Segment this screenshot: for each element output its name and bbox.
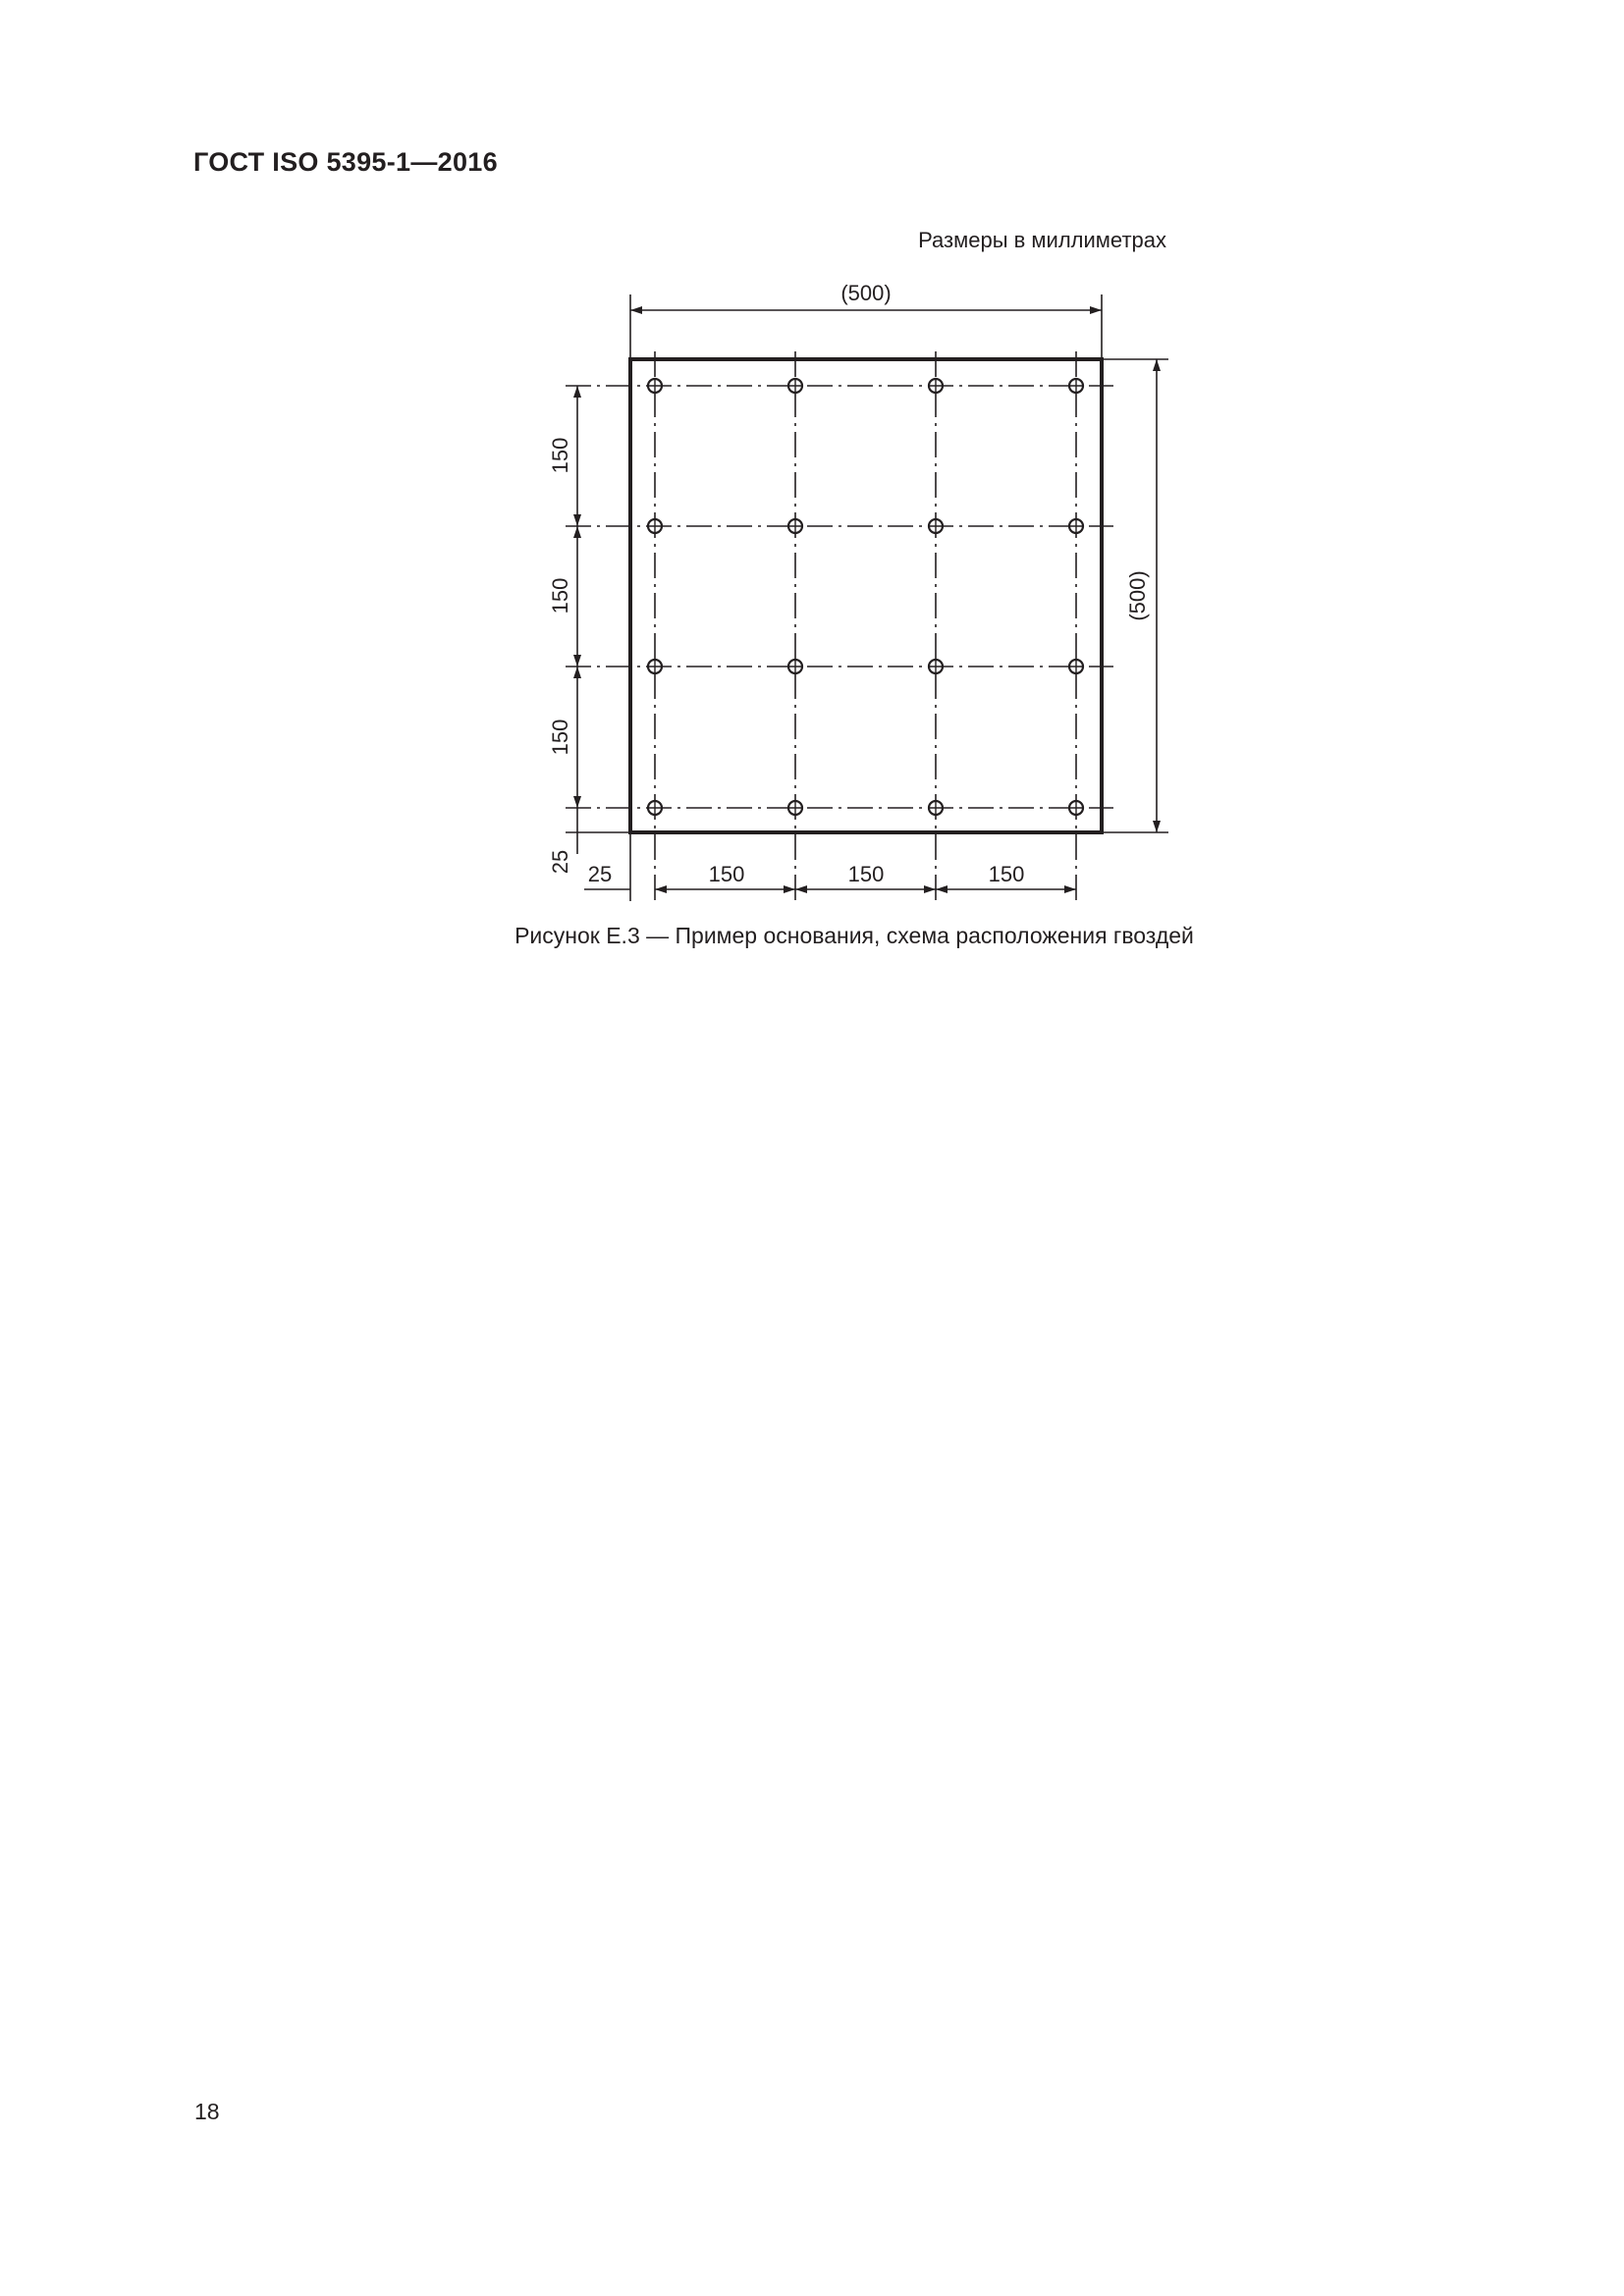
overall-width-label: (500) bbox=[840, 281, 892, 305]
document-header: ГОСТ ISO 5395-1—2016 bbox=[193, 147, 498, 177]
horizontal-center-lines bbox=[566, 386, 1113, 808]
left-edge-offset-label: 25 bbox=[587, 862, 613, 886]
nail-layout-drawing bbox=[0, 0, 1624, 942]
vertical-spacing-label: 150 bbox=[548, 437, 572, 474]
nail-holes bbox=[648, 379, 1083, 815]
horizontal-spacing-label: 150 bbox=[847, 862, 885, 886]
base-plate-outline bbox=[630, 359, 1102, 832]
horizontal-spacing-label: 150 bbox=[708, 862, 745, 886]
vertical-center-lines bbox=[655, 351, 1076, 901]
bottom-edge-offset-label: 25 bbox=[548, 849, 572, 875]
vertical-spacing-label: 150 bbox=[548, 719, 572, 756]
units-note: Размеры в миллиметрах bbox=[918, 228, 1166, 252]
page-number: 18 bbox=[194, 2099, 220, 2124]
figure-caption: Рисунок Е.3 — Пример основания, схема расположения гвоздей bbox=[514, 923, 1194, 948]
overall-height-label: (500) bbox=[1125, 570, 1150, 621]
vertical-spacing-label: 150 bbox=[548, 577, 572, 614]
horizontal-spacing-label: 150 bbox=[988, 862, 1025, 886]
